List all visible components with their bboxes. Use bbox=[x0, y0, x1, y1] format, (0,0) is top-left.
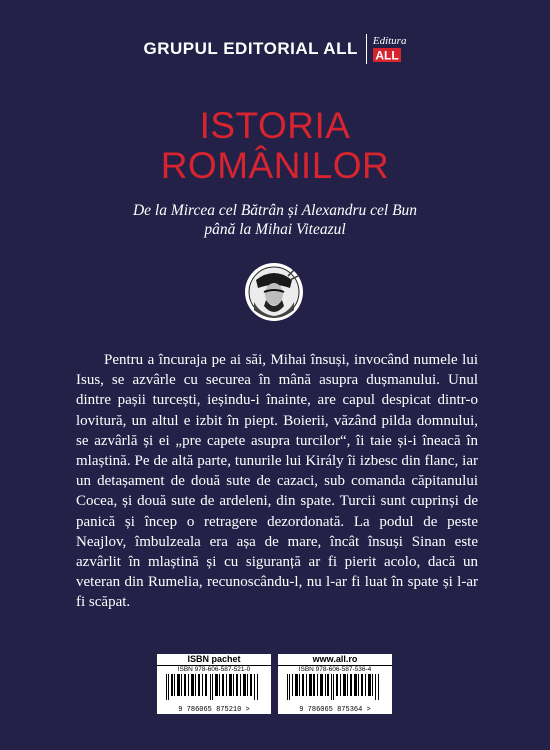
barcode-isbn-pachet bbox=[157, 654, 271, 714]
book-subtitle bbox=[0, 201, 550, 239]
barcode-bars-icon bbox=[164, 674, 264, 700]
publisher-logo-letters: ALL bbox=[375, 48, 399, 62]
barcode-bars-icon bbox=[285, 674, 385, 700]
publisher-header bbox=[0, 34, 550, 64]
publisher-logo-word: Editura bbox=[372, 35, 407, 47]
publisher-name: GRUPUL EDITORIAL ALL bbox=[143, 39, 358, 58]
book-subtitle-line-2: până la Mihai Viteazul bbox=[204, 221, 346, 238]
book-title bbox=[0, 106, 550, 186]
portrait-medallion-icon bbox=[244, 262, 304, 322]
book-title-line-2: ROMÂNILOR bbox=[160, 145, 390, 186]
barcode-digits: 9 786065 875364 > bbox=[299, 706, 371, 714]
barcode-isbn: ISBN 978-606-587-521-0 bbox=[177, 666, 251, 673]
barcode-digits: 9 786065 875210 > bbox=[178, 706, 250, 714]
barcode-website bbox=[278, 654, 392, 714]
back-cover-excerpt: Pentru a încuraja pe ai săi, Mihai însuși, invocând numele lui Isus, se azvârle cu securea în mână asupra dușmanului. Unul dintre pașii turcești, ieșindu-i înainte, are capul despicat dintr-o lovitură, un altul e izbit în piept. Boierii, văzând pilda domnului, se azvârlă și ei „pre capete asupra turcilor“, îi taie și-i îneacă în mlaștină. Pe de altă parte, tunurile lui Király îi izbesc din flanc, iar un detașament de două sute de cazaci, sub comanda căpitanului Cocea, și două sute de ardeleni, din spate. Turcii sunt cuprinși de panică și încep o retragere dezordonată. La podul de peste Neajlov, îmbulzeala era așa de mare, încât însuși Sinan este azvârlit în mlaștină și cu siguranță ar fi pierit acolo, dacă un veteran din Rumelia, recunoscându-l, nu l-ar fi luat în spate și l-ar fi scăpat. bbox=[76, 352, 478, 611]
book-title-line-1: ISTORIA bbox=[199, 105, 351, 146]
publisher-logo-icon bbox=[373, 48, 401, 62]
barcode-header: ISBN pachet bbox=[157, 654, 271, 666]
barcode-isbn: ISBN 978-606-587-536-4 bbox=[298, 666, 372, 673]
publisher-divider bbox=[366, 34, 367, 64]
book-subtitle-line-1: De la Mircea cel Bătrân și Alexandru cel Bun bbox=[132, 202, 418, 219]
barcode-header: www.all.ro bbox=[278, 654, 392, 666]
publisher-logo bbox=[373, 36, 407, 62]
